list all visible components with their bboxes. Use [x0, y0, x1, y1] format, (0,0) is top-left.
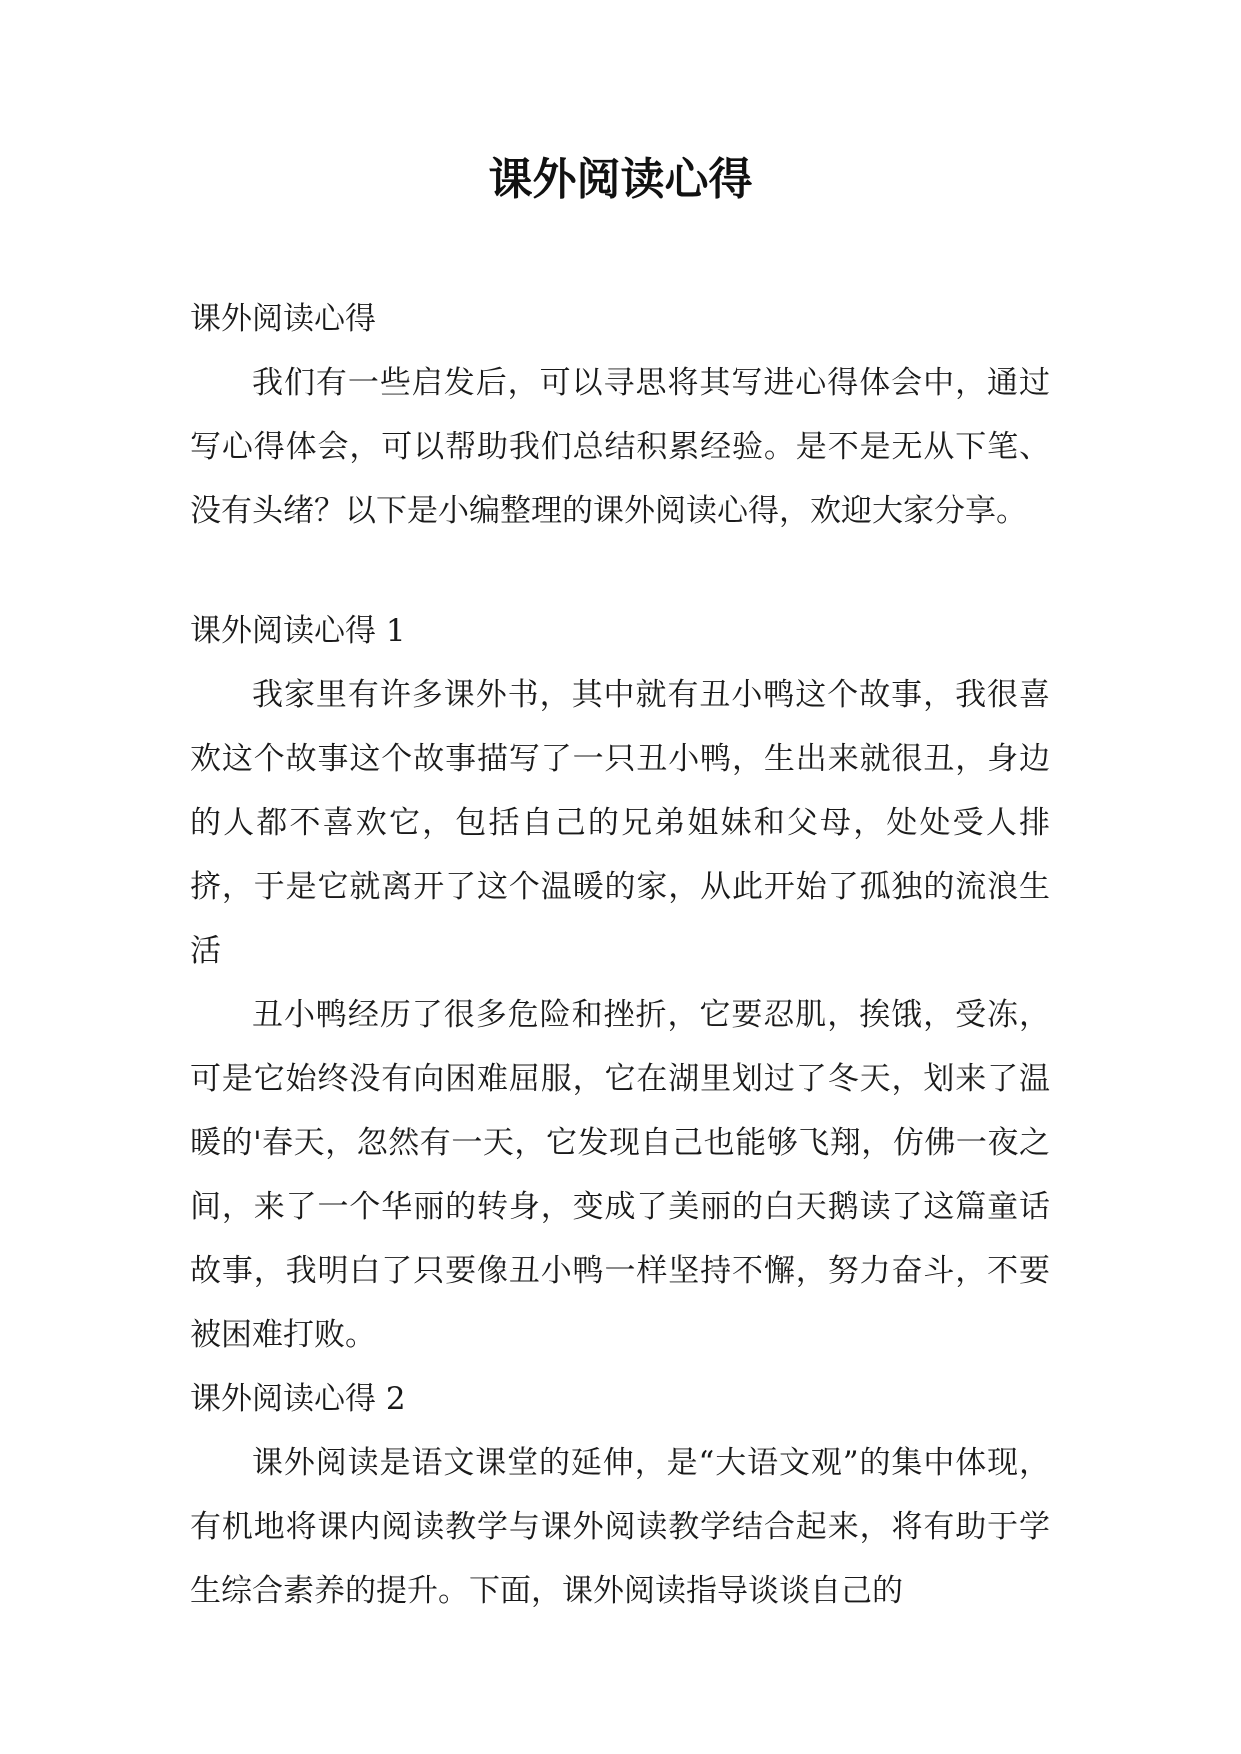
- section-1-paragraph-2: 丑小鸭经历了很多危险和挫折，它要忍肌，挨饿，受冻，可是它始终没有向困难屈服，它在湖里划过了冬天，划来了温暖的'春天，忽然有一天，它发现自己也能够飞翔，仿佛一夜之间，来了一个华丽的转身，变成了美丽的白天鹅读了这篇童话故事，我明白了只要像丑小鸭一样坚持不懈，努力奋斗，不要被困难打败。: [190, 997, 1050, 1353]
- intro-paragraph: 我们有一些启发后，可以寻思将其写进心得体会中，通过写心得体会，可以帮助我们总结积累经验。是不是无从下笔、没有头绪？以下是小编整理的课外阅读心得，欢迎大家分享。: [190, 365, 1050, 529]
- section-spacer: [190, 543, 1050, 599]
- section-2-heading: 课外阅读心得 2: [190, 1381, 406, 1417]
- intro-heading: 课外阅读心得: [190, 301, 376, 337]
- section-2-paragraph-1: 课外阅读是语文课堂的延伸，是“大语文观”的集中体现，有机地将课内阅读教学与课外阅读教学结合起来，将有助于学生综合素养的提升。下面，课外阅读指导谈谈自己的: [190, 1445, 1050, 1609]
- document-body: [190, 287, 1050, 1623]
- document-title: 课外阅读心得: [488, 154, 753, 205]
- section-1-paragraph-1: 我家里有许多课外书，其中就有丑小鸭这个故事，我很喜欢这个故事这个故事描写了一只丑小鸭，生出来就很丑，身边的人都不喜欢它，包括自己的兄弟姐妹和父母，处处受人排挤，于是它就离开了这个温暖的家，从此开始了孤独的流浪生活: [190, 677, 1050, 969]
- section-1-heading: 课外阅读心得 1: [190, 613, 406, 649]
